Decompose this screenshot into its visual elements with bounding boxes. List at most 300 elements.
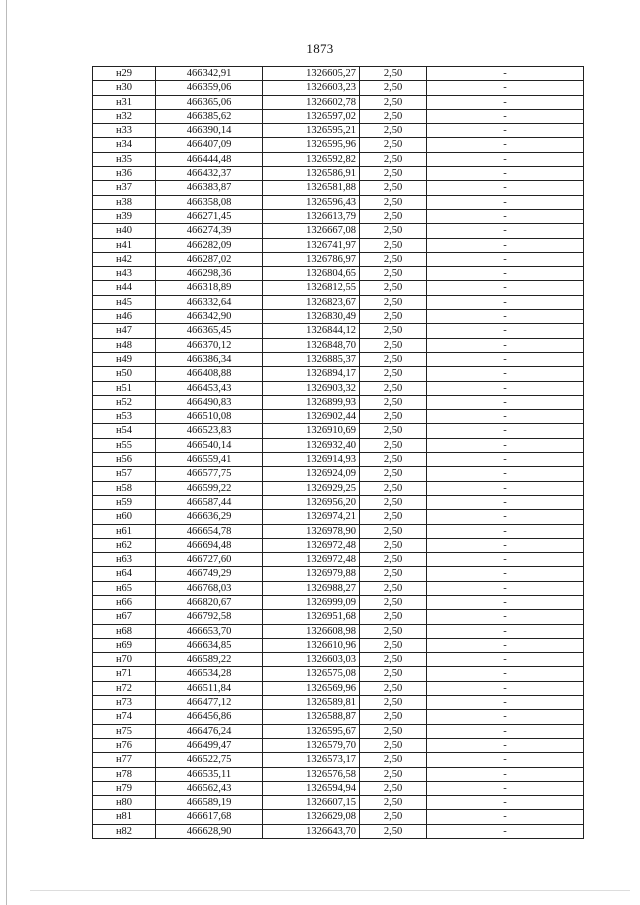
table-row [93,453,584,467]
table-row [93,167,584,181]
y-coordinate-cell: 1326899,93 [263,395,360,409]
accuracy-cell: 2,50 [360,710,427,724]
note-cell: - [427,667,584,681]
accuracy-cell: 2,50 [360,209,427,223]
x-coordinate-cell: 466408,88 [156,367,263,381]
point-id-cell: н52 [93,395,156,409]
accuracy-cell: 2,50 [360,581,427,595]
point-id-cell: н76 [93,738,156,752]
note-cell: - [427,181,584,195]
accuracy-cell: 2,50 [360,310,427,324]
x-coordinate-cell: 466383,87 [156,181,263,195]
accuracy-cell: 2,50 [360,438,427,452]
point-id-cell: н29 [93,67,156,81]
x-coordinate-cell: 466792,58 [156,610,263,624]
accuracy-cell: 2,50 [360,167,427,181]
accuracy-cell: 2,50 [360,738,427,752]
x-coordinate-cell: 466385,62 [156,109,263,123]
accuracy-cell: 2,50 [360,138,427,152]
point-id-cell: н45 [93,295,156,309]
y-coordinate-cell: 1326978,90 [263,524,360,538]
accuracy-cell: 2,50 [360,553,427,567]
x-coordinate-cell: 466332,64 [156,295,263,309]
table-row [93,124,584,138]
point-id-cell: н82 [93,824,156,838]
accuracy-cell: 2,50 [360,195,427,209]
point-id-cell: н34 [93,138,156,152]
note-cell: - [427,467,584,481]
table-row [93,81,584,95]
scan-bottom-line [30,890,630,891]
table-row [93,324,584,338]
point-id-cell: н68 [93,624,156,638]
table-row [93,653,584,667]
x-coordinate-cell: 466490,83 [156,395,263,409]
point-id-cell: н81 [93,810,156,824]
x-coordinate-cell: 466342,90 [156,310,263,324]
y-coordinate-cell: 1326602,78 [263,95,360,109]
table-row [93,538,584,552]
accuracy-cell: 2,50 [360,510,427,524]
note-cell: - [427,781,584,795]
point-id-cell: н55 [93,438,156,452]
point-id-cell: н44 [93,281,156,295]
accuracy-cell: 2,50 [360,624,427,638]
table-row [93,381,584,395]
point-id-cell: н42 [93,252,156,266]
accuracy-cell: 2,50 [360,67,427,81]
x-coordinate-cell: 466318,89 [156,281,263,295]
point-id-cell: н50 [93,367,156,381]
note-cell: - [427,352,584,366]
note-cell: - [427,395,584,409]
point-id-cell: н43 [93,267,156,281]
note-cell: - [427,152,584,166]
y-coordinate-cell: 1326929,25 [263,481,360,495]
scan-margin-line [6,0,7,905]
x-coordinate-cell: 466370,12 [156,338,263,352]
y-coordinate-cell: 1326581,88 [263,181,360,195]
table-row [93,109,584,123]
note-cell: - [427,824,584,838]
note-cell: - [427,724,584,738]
point-id-cell: н74 [93,710,156,724]
table-row [93,367,584,381]
point-id-cell: н49 [93,352,156,366]
y-coordinate-cell: 1326576,58 [263,767,360,781]
y-coordinate-cell: 1326823,67 [263,295,360,309]
point-id-cell: н30 [93,81,156,95]
point-id-cell: н60 [93,510,156,524]
table-row [93,724,584,738]
y-coordinate-cell: 1326643,70 [263,824,360,838]
point-id-cell: н58 [93,481,156,495]
table-row [93,495,584,509]
point-id-cell: н57 [93,467,156,481]
note-cell: - [427,696,584,710]
point-id-cell: н80 [93,796,156,810]
y-coordinate-cell: 1326894,17 [263,367,360,381]
accuracy-cell: 2,50 [360,495,427,509]
y-coordinate-cell: 1326579,70 [263,738,360,752]
note-cell: - [427,138,584,152]
x-coordinate-cell: 466540,14 [156,438,263,452]
table-row [93,824,584,838]
accuracy-cell: 2,50 [360,238,427,252]
note-cell: - [427,481,584,495]
point-id-cell: н78 [93,767,156,781]
point-id-cell: н38 [93,195,156,209]
y-coordinate-cell: 1326924,09 [263,467,360,481]
accuracy-cell: 2,50 [360,567,427,581]
point-id-cell: н61 [93,524,156,538]
table-row [93,352,584,366]
x-coordinate-cell: 466274,39 [156,224,263,238]
x-coordinate-cell: 466386,34 [156,352,263,366]
table-row [93,152,584,166]
accuracy-cell: 2,50 [360,467,427,481]
note-cell: - [427,524,584,538]
x-coordinate-cell: 466432,37 [156,167,263,181]
x-coordinate-cell: 466298,36 [156,267,263,281]
x-coordinate-cell: 466653,70 [156,624,263,638]
note-cell: - [427,595,584,609]
y-coordinate-cell: 1326844,12 [263,324,360,338]
note-cell: - [427,67,584,81]
accuracy-cell: 2,50 [360,281,427,295]
y-coordinate-cell: 1326575,08 [263,667,360,681]
table-row [93,252,584,266]
accuracy-cell: 2,50 [360,267,427,281]
point-id-cell: н36 [93,167,156,181]
table-row [93,567,584,581]
x-coordinate-cell: 466456,86 [156,710,263,724]
y-coordinate-cell: 1326830,49 [263,310,360,324]
note-cell: - [427,109,584,123]
y-coordinate-cell: 1326610,96 [263,638,360,652]
y-coordinate-cell: 1326988,27 [263,581,360,595]
point-id-cell: н73 [93,696,156,710]
table-row [93,610,584,624]
point-id-cell: н72 [93,681,156,695]
y-coordinate-cell: 1326573,17 [263,753,360,767]
coordinates-table [92,66,584,839]
y-coordinate-cell: 1326595,21 [263,124,360,138]
x-coordinate-cell: 466636,29 [156,510,263,524]
note-cell: - [427,438,584,452]
accuracy-cell: 2,50 [360,181,427,195]
y-coordinate-cell: 1326972,48 [263,538,360,552]
accuracy-cell: 2,50 [360,95,427,109]
y-coordinate-cell: 1326603,03 [263,653,360,667]
table-row [93,267,584,281]
point-id-cell: н53 [93,410,156,424]
note-cell: - [427,252,584,266]
table-row [93,310,584,324]
note-cell: - [427,195,584,209]
table-row [93,438,584,452]
accuracy-cell: 2,50 [360,653,427,667]
table-row [93,181,584,195]
note-cell: - [427,95,584,109]
point-id-cell: н64 [93,567,156,581]
point-id-cell: н59 [93,495,156,509]
note-cell: - [427,567,584,581]
accuracy-cell: 2,50 [360,367,427,381]
y-coordinate-cell: 1326667,08 [263,224,360,238]
table-row [93,510,584,524]
table-row [93,295,584,309]
x-coordinate-cell: 466476,24 [156,724,263,738]
x-coordinate-cell: 466510,08 [156,410,263,424]
x-coordinate-cell: 466768,03 [156,581,263,595]
accuracy-cell: 2,50 [360,724,427,738]
point-id-cell: н46 [93,310,156,324]
y-coordinate-cell: 1326597,02 [263,109,360,123]
point-id-cell: н63 [93,553,156,567]
point-id-cell: н56 [93,453,156,467]
point-id-cell: н41 [93,238,156,252]
table-row [93,95,584,109]
point-id-cell: н67 [93,610,156,624]
x-coordinate-cell: 466562,43 [156,781,263,795]
accuracy-cell: 2,50 [360,410,427,424]
y-coordinate-cell: 1326972,48 [263,553,360,567]
x-coordinate-cell: 466390,14 [156,124,263,138]
note-cell: - [427,653,584,667]
x-coordinate-cell: 466577,75 [156,467,263,481]
accuracy-cell: 2,50 [360,152,427,166]
y-coordinate-cell: 1326979,88 [263,567,360,581]
x-coordinate-cell: 466511,84 [156,681,263,695]
accuracy-cell: 2,50 [360,109,427,123]
accuracy-cell: 2,50 [360,796,427,810]
point-id-cell: н37 [93,181,156,195]
accuracy-cell: 2,50 [360,810,427,824]
table-row [93,667,584,681]
table-row [93,138,584,152]
y-coordinate-cell: 1326569,96 [263,681,360,695]
x-coordinate-cell: 466523,83 [156,424,263,438]
note-cell: - [427,338,584,352]
point-id-cell: н33 [93,124,156,138]
table-row [93,595,584,609]
x-coordinate-cell: 466287,02 [156,252,263,266]
accuracy-cell: 2,50 [360,324,427,338]
table-row [93,738,584,752]
y-coordinate-cell: 1326999,09 [263,595,360,609]
accuracy-cell: 2,50 [360,595,427,609]
x-coordinate-cell: 466282,09 [156,238,263,252]
accuracy-cell: 2,50 [360,524,427,538]
table-row [93,696,584,710]
note-cell: - [427,410,584,424]
accuracy-cell: 2,50 [360,81,427,95]
table-row [93,238,584,252]
note-cell: - [427,553,584,567]
y-coordinate-cell: 1326586,91 [263,167,360,181]
y-coordinate-cell: 1326902,44 [263,410,360,424]
y-coordinate-cell: 1326932,40 [263,438,360,452]
x-coordinate-cell: 466365,45 [156,324,263,338]
y-coordinate-cell: 1326595,96 [263,138,360,152]
y-coordinate-cell: 1326974,21 [263,510,360,524]
accuracy-cell: 2,50 [360,753,427,767]
x-coordinate-cell: 466589,22 [156,653,263,667]
note-cell: - [427,81,584,95]
note-cell: - [427,167,584,181]
y-coordinate-cell: 1326594,94 [263,781,360,795]
x-coordinate-cell: 466407,09 [156,138,263,152]
accuracy-cell: 2,50 [360,610,427,624]
note-cell: - [427,324,584,338]
point-id-cell: н69 [93,638,156,652]
page-number: 1873 [306,41,334,56]
table-row [93,781,584,795]
table-row [93,796,584,810]
x-coordinate-cell: 466617,68 [156,810,263,824]
table-row [93,424,584,438]
x-coordinate-cell: 466694,48 [156,538,263,552]
x-coordinate-cell: 466358,08 [156,195,263,209]
x-coordinate-cell: 466559,41 [156,453,263,467]
x-coordinate-cell: 466634,85 [156,638,263,652]
note-cell: - [427,124,584,138]
table-row [93,395,584,409]
point-id-cell: н39 [93,209,156,223]
table-row [93,524,584,538]
note-cell: - [427,538,584,552]
y-coordinate-cell: 1326592,82 [263,152,360,166]
point-id-cell: н77 [93,753,156,767]
x-coordinate-cell: 466359,06 [156,81,263,95]
table-row [93,681,584,695]
point-id-cell: н62 [93,538,156,552]
note-cell: - [427,367,584,381]
accuracy-cell: 2,50 [360,638,427,652]
table-row [93,624,584,638]
note-cell: - [427,738,584,752]
accuracy-cell: 2,50 [360,224,427,238]
y-coordinate-cell: 1326629,08 [263,810,360,824]
note-cell: - [427,424,584,438]
accuracy-cell: 2,50 [360,352,427,366]
x-coordinate-cell: 466727,60 [156,553,263,567]
x-coordinate-cell: 466522,75 [156,753,263,767]
x-coordinate-cell: 466589,19 [156,796,263,810]
point-id-cell: н75 [93,724,156,738]
table-row [93,281,584,295]
accuracy-cell: 2,50 [360,453,427,467]
table-row [93,481,584,495]
accuracy-cell: 2,50 [360,395,427,409]
accuracy-cell: 2,50 [360,767,427,781]
table-row [93,638,584,652]
accuracy-cell: 2,50 [360,681,427,695]
point-id-cell: н70 [93,653,156,667]
y-coordinate-cell: 1326596,43 [263,195,360,209]
accuracy-cell: 2,50 [360,295,427,309]
point-id-cell: н65 [93,581,156,595]
x-coordinate-cell: 466587,44 [156,495,263,509]
accuracy-cell: 2,50 [360,824,427,838]
note-cell: - [427,510,584,524]
y-coordinate-cell: 1326589,81 [263,696,360,710]
table-row [93,553,584,567]
note-cell: - [427,810,584,824]
x-coordinate-cell: 466342,91 [156,67,263,81]
note-cell: - [427,624,584,638]
y-coordinate-cell: 1326607,15 [263,796,360,810]
point-id-cell: н32 [93,109,156,123]
note-cell: - [427,495,584,509]
x-coordinate-cell: 466444,48 [156,152,263,166]
table-row [93,810,584,824]
y-coordinate-cell: 1326885,37 [263,352,360,366]
y-coordinate-cell: 1326603,23 [263,81,360,95]
point-id-cell: н47 [93,324,156,338]
note-cell: - [427,281,584,295]
table-row [93,338,584,352]
x-coordinate-cell: 466271,45 [156,209,263,223]
note-cell: - [427,267,584,281]
table-row [93,581,584,595]
x-coordinate-cell: 466499,47 [156,738,263,752]
note-cell: - [427,753,584,767]
note-cell: - [427,238,584,252]
table-row [93,710,584,724]
note-cell: - [427,767,584,781]
y-coordinate-cell: 1326812,55 [263,281,360,295]
table-row [93,753,584,767]
y-coordinate-cell: 1326848,70 [263,338,360,352]
y-coordinate-cell: 1326956,20 [263,495,360,509]
x-coordinate-cell: 466453,43 [156,381,263,395]
note-cell: - [427,295,584,309]
note-cell: - [427,796,584,810]
table-row [93,767,584,781]
y-coordinate-cell: 1326914,93 [263,453,360,467]
accuracy-cell: 2,50 [360,424,427,438]
point-id-cell: н71 [93,667,156,681]
accuracy-cell: 2,50 [360,667,427,681]
point-id-cell: н31 [93,95,156,109]
table-row [93,224,584,238]
x-coordinate-cell: 466477,12 [156,696,263,710]
table-row [93,209,584,223]
note-cell: - [427,310,584,324]
accuracy-cell: 2,50 [360,124,427,138]
x-coordinate-cell: 466535,11 [156,767,263,781]
point-id-cell: н40 [93,224,156,238]
y-coordinate-cell: 1326951,68 [263,610,360,624]
x-coordinate-cell: 466365,06 [156,95,263,109]
note-cell: - [427,638,584,652]
y-coordinate-cell: 1326786,97 [263,252,360,266]
note-cell: - [427,381,584,395]
x-coordinate-cell: 466820,67 [156,595,263,609]
y-coordinate-cell: 1326910,69 [263,424,360,438]
note-cell: - [427,453,584,467]
table-row [93,195,584,209]
y-coordinate-cell: 1326608,98 [263,624,360,638]
x-coordinate-cell: 466749,29 [156,567,263,581]
table-row [93,410,584,424]
y-coordinate-cell: 1326588,87 [263,710,360,724]
y-coordinate-cell: 1326741,97 [263,238,360,252]
x-coordinate-cell: 466599,22 [156,481,263,495]
table-row [93,467,584,481]
